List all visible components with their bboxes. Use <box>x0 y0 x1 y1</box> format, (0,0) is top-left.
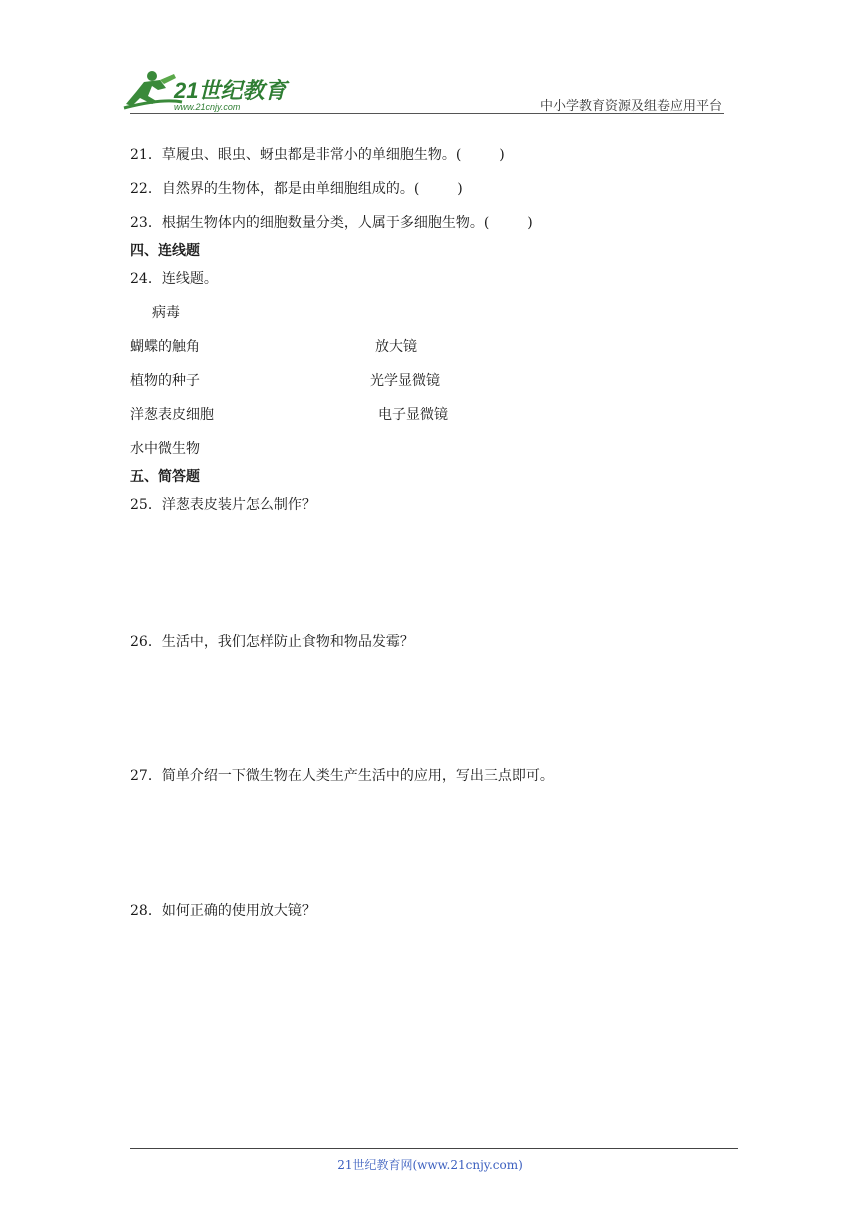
match-right-item: 光学显微镜 <box>370 373 440 389</box>
logo-title: 21世纪教育 <box>174 78 287 103</box>
logo <box>122 68 292 114</box>
question-22 <box>130 178 463 198</box>
footer-divider <box>130 1148 738 1149</box>
match-right-item: 放大镜 <box>375 339 417 355</box>
question-21 <box>130 144 505 164</box>
question-23-text: 23．根据生物体内的细胞数量分类，人属于多细胞生物。( <box>130 215 490 231</box>
question-24: 24．连线题。 <box>130 271 218 287</box>
match-left-item: 植物的种子 <box>130 373 200 389</box>
match-left-item: 蝴蝶的触角 <box>130 339 200 355</box>
question-28: 28．如何正确的使用放大镜？ <box>130 903 316 919</box>
question-26: 26．生活中，我们怎样防止食物和物品发霉？ <box>130 634 414 650</box>
question-22-text: 22．自然界的生物体，都是由单细胞组成的。( <box>130 181 420 197</box>
question-25: 25．洋葱表皮装片怎么制作？ <box>130 497 316 513</box>
match-left-item: 水中微生物 <box>130 441 200 457</box>
match-left-item: 病毒 <box>152 305 180 321</box>
question-22-close: ) <box>457 181 463 197</box>
question-27: 27．简单介绍一下微生物在人类生产生活中的应用，写出三点即可。 <box>130 768 554 784</box>
match-left-item: 洋葱表皮细胞 <box>130 407 214 423</box>
match-right-item: 电子显微镜 <box>378 407 448 423</box>
header-platform-text: 中小学教育资源及组卷应用平台 <box>540 99 723 114</box>
question-23 <box>130 212 533 232</box>
header-divider <box>130 113 724 114</box>
question-21-text: 21．草履虫、眼虫、蚜虫都是非常小的单细胞生物。( <box>130 147 462 163</box>
section-4-title: 四、连线题 <box>130 243 200 259</box>
section-5-title: 五、简答题 <box>130 469 200 485</box>
footer-site-text: 21世纪教育网(www.21cnjy.com) <box>337 1158 523 1172</box>
logo-runner-icon <box>122 68 292 114</box>
question-23-close: ) <box>527 215 533 231</box>
logo-url: www.21cnjy.com <box>174 102 241 112</box>
question-21-close: ) <box>499 147 505 163</box>
